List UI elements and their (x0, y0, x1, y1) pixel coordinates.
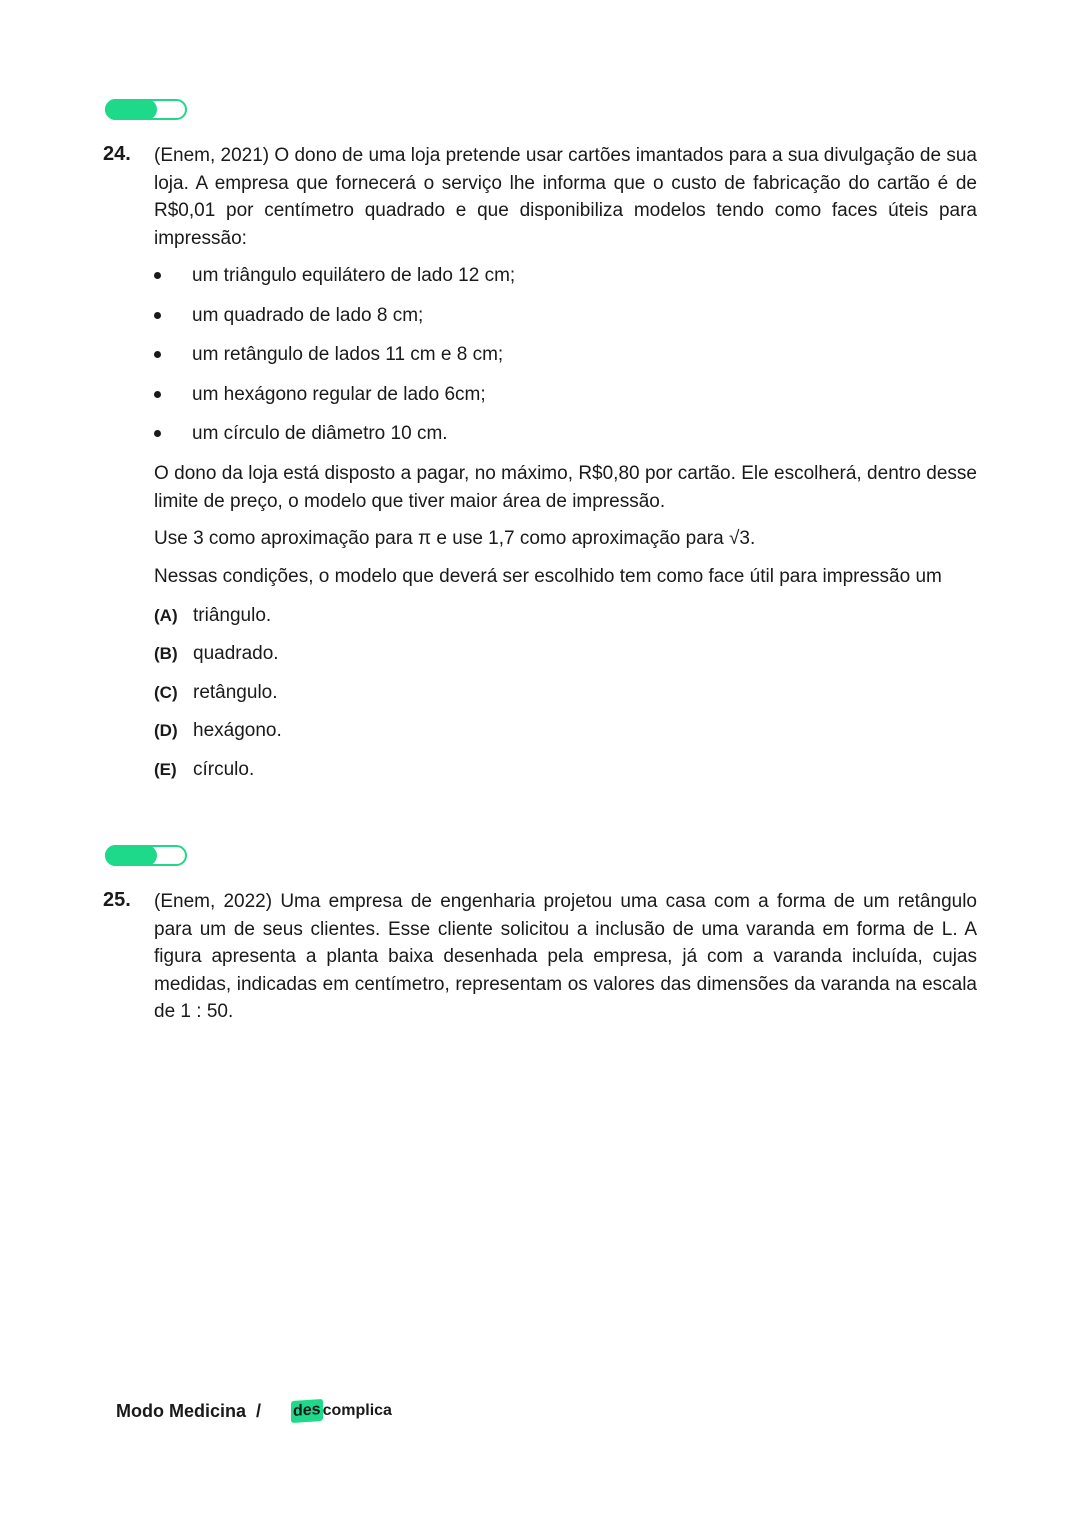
answer-option-a[interactable]: (A) triângulo. (154, 605, 272, 626)
bullet-icon (154, 272, 161, 279)
bullet-icon (154, 391, 161, 398)
descomplica-logo: des complica (291, 1400, 392, 1422)
list-item: um círculo de diâmetro 10 cm. (154, 423, 448, 445)
list-item: um retângulo de lados 11 cm e 8 cm; (154, 344, 503, 366)
section-toggle-icon (105, 845, 187, 866)
question-number: 25. (103, 889, 131, 911)
footer-label: Modo Medicina (116, 1400, 246, 1421)
answer-option-d[interactable]: (D) hexágono. (154, 720, 282, 741)
list-item: um hexágono regular de lado 6cm; (154, 384, 486, 406)
question-paragraph: Use 3 como aproximação para π e use 1,7 como aproximação para √3. (154, 528, 756, 549)
answer-option-e[interactable]: (E) círculo. (154, 759, 255, 780)
question-prompt: Nessas condições, o modelo que deverá ser escolhido tem como face útil para impressão um (154, 566, 942, 587)
bullet-icon (154, 351, 161, 358)
question-number: 24. (103, 143, 131, 165)
question-paragraph: O dono da loja está disposto a pagar, no máximo, R$0,80 por cartão. Ele escolherá, dentro desse limite de preço, o modelo que tiver maior área de impressão. (154, 463, 977, 512)
footer-separator: / (256, 1400, 262, 1421)
question-intro: (Enem, 2022) Uma empresa de engenharia projetou uma casa com a forma de um retângulo para um de seus clientes. Esse cliente solicitou a inclusão de uma varanda em forma de L. A figura apresenta a planta baixa desenhada pela empresa, já com a varanda incluída, cujas medidas, indicadas em centímetro, representam os valores das dimensões da varanda na escala de 1 : 50. (154, 891, 977, 1023)
list-item: um quadrado de lado 8 cm; (154, 305, 423, 327)
bullet-icon (154, 430, 161, 437)
footer (116, 1400, 392, 1422)
question-intro: (Enem, 2021) O dono de uma loja pretende usar cartões imantados para a sua divulgação de sua loja. A empresa que fornecerá o serviço lhe informa que o custo de fabricação do cartão é de R$0,01 por centímetro quadrado e que disponibiliza modelos tendo como faces úteis para impressão: (154, 145, 977, 249)
bullet-icon (154, 312, 161, 319)
section-toggle-icon (105, 99, 187, 120)
answer-option-c[interactable]: (C) retângulo. (154, 682, 278, 703)
list-item: um triângulo equilátero de lado 12 cm; (154, 265, 515, 287)
answer-option-b[interactable]: (B) quadrado. (154, 643, 279, 664)
